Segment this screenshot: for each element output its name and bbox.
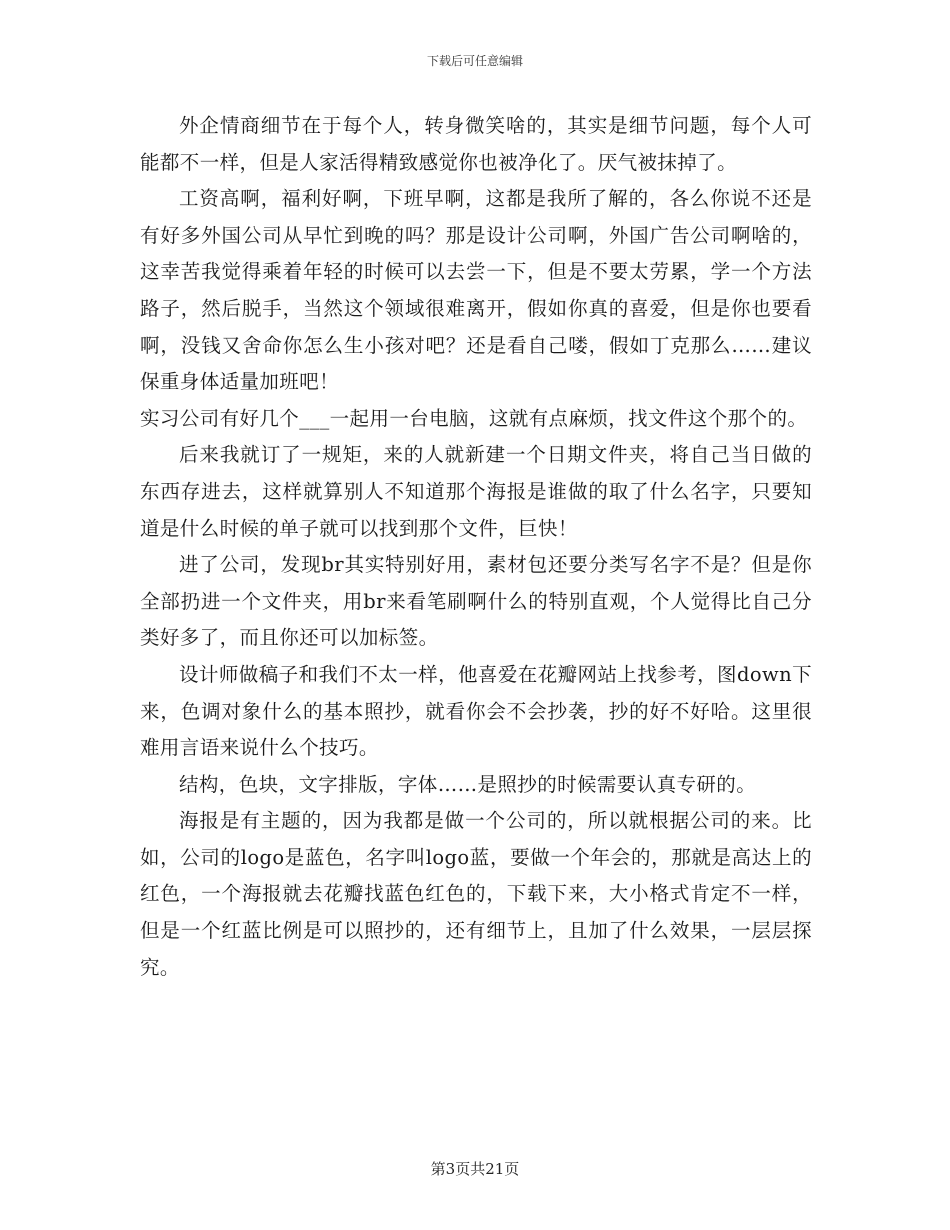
paragraph: 设计师做稿子和我们不太一样，他喜爱在花瓣网站上找参考，图down下来，色调对象什么的基本照抄，就看你会不会抄袭，抄的好不好哈。这里很难用言语来说什么个技巧。: [140, 662, 812, 760]
paragraph: 外企情商细节在于每个人，转身微笑啥的，其实是细节问题，每个人可能都不一样，但是人家活得精致感觉你也被净化了。厌气被抹掉了。: [140, 114, 812, 174]
paragraph: 后来我就订了一规矩，来的人就新建一个日期文件夹，将自己当日做的东西存进去，这样就算别人不知道那个海报是谁做的取了什么名字，只要知道是什么时候的单子就可以找到那个文件，巨快！: [140, 443, 812, 540]
paragraph: 海报是有主题的，因为我都是做一个公司的，所以就根据公司的来。比如，公司的logo是蓝色，名字叫logo蓝，要做一个年会的，那就是高达上的红色，一个海报就去花瓣找蓝色红色的，下载下来，大小格式肯定不一样，但是一个红蓝比例是可以照抄的，还有细节上，且加了什么效果，一层层探究。: [140, 809, 812, 979]
paragraph: 实习公司有好几个___一起用一台电脑，这就有点麻烦，找文件这个那个的。: [140, 406, 808, 430]
paragraph: 工资高啊，福利好啊，下班早啊，这都是我所了解的，各么你说不还是有好多外国公司从早忙到晚的吗？那是设计公司啊，外国广告公司啊啥的，这幸苦我觉得乘着年轻的时候可以去尝一下，但是不要太劳累，学一个方法路子，然后脱手，当然这个领域很难离开，假如你真的喜爱，但是你也要看啊，没钱又舍命你怎么生小孩对吧？还是看自己喽，假如丁克那么……建议保重身体适量加班吧！: [140, 187, 812, 394]
page-header: 下载后可任意编辑: [426, 54, 523, 68]
paragraph: 进了公司，发现br其实特别好用，素材包还要分类写名字不是？但是你全部扔进一个文件夹，用br来看笔刷啊什么的特别直观，个人觉得比自己分类好多了，而且你还可以加标签。: [140, 553, 812, 650]
document-body: [140, 108, 812, 986]
page-number: 第3页共21页: [430, 1160, 520, 1178]
paragraph: 结构，色块，文字排版，字体……是照抄的时候需要认真专研的。: [179, 772, 757, 796]
